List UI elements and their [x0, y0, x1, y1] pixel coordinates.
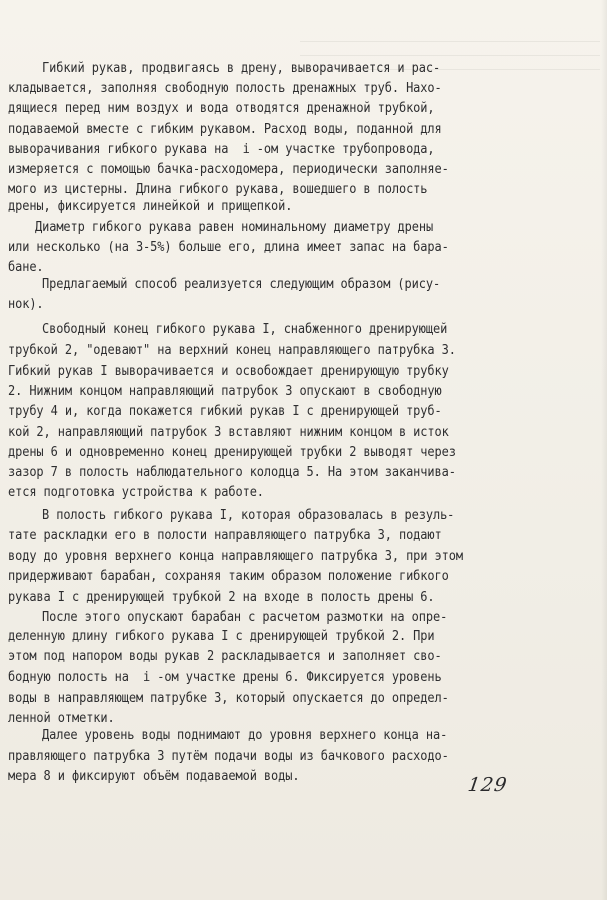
text-line: измеряется с помощью бачка-расходомера, периодически заполняе- [8, 162, 449, 177]
text-line: Гибкий рукав, продвигаясь в дрену, выворачивается и рас- [42, 61, 441, 76]
text-line: придерживают барабан, сохраняя таким образом положение гибкого [8, 569, 449, 584]
text-line: Диаметр гибкого рукава равен номинальному диаметру дрены [35, 220, 434, 235]
text-line: бодную полость на i -ом участке дрены 6. Фиксируется уровень [8, 670, 442, 685]
text-line: Гибкий рукав I выворачивается и освобождает дренирующую трубку [8, 364, 449, 379]
text-line: ется подготовка устройства к работе. [8, 485, 264, 500]
text-line: правляющего патрубка 3 путём подачи воды из бачкового расходо- [8, 749, 449, 764]
text-line: воды в направляющем патрубке 3, который опускается до определ- [8, 691, 449, 706]
text-line: трубу 4 и, когда покажется гибкий рукав I с дренирующей труб- [8, 404, 442, 419]
page-number: 129 [466, 774, 509, 796]
text-line: тате раскладки его в полости направляющего патрубка 3, подают [8, 528, 442, 543]
text-line: Свободный конец гибкого рукава I, снабженного дренирующей [42, 322, 448, 337]
text-line: деленную длину гибкого рукава I с дренирующей трубкой 2. При [8, 629, 435, 644]
text-line: дрены, фиксируется линейкой и прищепкой. [8, 199, 293, 214]
text-line: мера 8 и фиксируют объём подаваемой воды. [8, 769, 300, 784]
text-line: дящиеся перед ним воздух и вода отводятся дренажной трубкой, [8, 101, 435, 116]
text-line: выворачивания гибкого рукава на i -ом участке трубопровода, [8, 142, 435, 157]
text-line: дрены 6 и одновременно конец дренирующей трубки 2 выводят через [8, 445, 456, 460]
text-line: ленной отметки. [8, 711, 115, 726]
text-line: бане. [8, 260, 44, 275]
text-line: рукава I с дренирующей трубкой 2 на входе в полость дрены 6. [8, 590, 435, 605]
text-line: подаваемой вместе с гибким рукавом. Расход воды, поданной для [8, 122, 442, 137]
text-line: воду до уровня верхнего конца направляющего патрубка 3, при этом [8, 549, 463, 564]
text-line: В полость гибкого рукава I, которая образовалась в резуль- [42, 508, 455, 523]
text-line: кой 2, направляющий патрубок 3 вставляют нижним концом в исток [8, 425, 449, 440]
text-line: нок). [8, 297, 44, 312]
text-line: 2. Нижним концом направляющий патрубок 3 опускают в свободную [8, 384, 442, 399]
text-line: зазор 7 в полость наблюдательного колодца 5. На этом заканчива- [8, 465, 456, 480]
page-edge-shadow [601, 0, 607, 900]
text-line: или несколько (на 3-5%) больше его, длина имеет запас на бара- [8, 240, 449, 255]
text-line: Далее уровень воды поднимают до уровня верхнего конца на- [42, 728, 448, 743]
text-line: мого из цистерны. Длина гибкого рукава, вошедшего в полость [8, 182, 428, 197]
text-line: этом под напором воды рукав 2 раскладывается и заполняет сво- [8, 649, 442, 664]
text-line: Предлагаемый способ реализуется следующим образом (рису- [42, 277, 441, 292]
text-line: После этого опускают барабан с расчетом размотки на опре- [42, 610, 448, 625]
text-line: трубкой 2, "одевают" на верхний конец направляющего патрубка 3. [8, 343, 456, 358]
text-line: кладывается, заполняя свободную полость дренажных труб. Нахо- [8, 81, 442, 96]
